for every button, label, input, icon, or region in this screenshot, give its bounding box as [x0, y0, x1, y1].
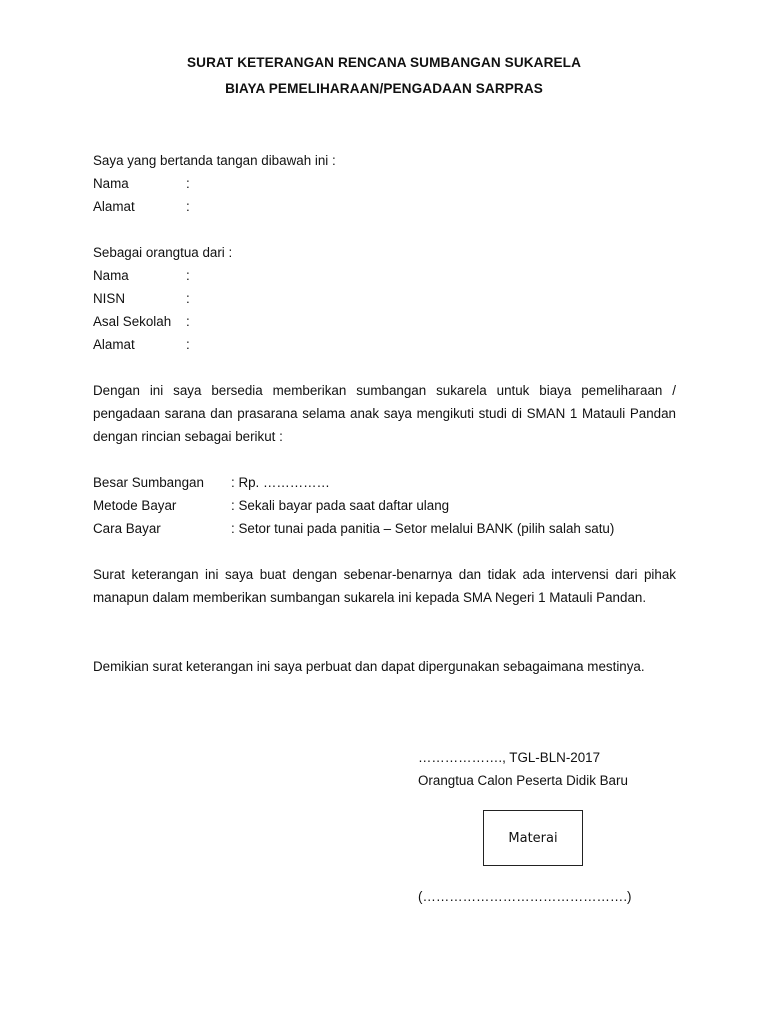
- stamp-label: Materai: [508, 830, 558, 846]
- detail-label: Besar Sumbangan: [93, 475, 204, 490]
- field-colon: :: [186, 337, 190, 352]
- field-colon: :: [186, 291, 190, 306]
- stamp-box: [483, 810, 583, 866]
- field-colon: :: [186, 314, 190, 329]
- detail-value: : Sekali bayar pada saat daftar ulang: [231, 498, 450, 513]
- signature-name-blank: (……………………………………….): [418, 889, 632, 904]
- detail-value: : Setor tunai pada panitia – Setor melalui BANK (pilih salah satu): [231, 521, 615, 536]
- document-title: SURAT KETERANGAN RENCANA SUMBANGAN SUKARELA: [187, 55, 581, 70]
- field-colon: :: [186, 176, 190, 191]
- field-label: NISN: [93, 291, 125, 306]
- statement-paragraph: Surat keterangan ini saya buat dengan sebenar-benarnya dan tidak ada intervensi dari pihak manapun dalam memberikan sumbangan sukarela ini kepada SMA Negeri 1 Matauli Pandan.: [93, 567, 676, 605]
- document-subtitle: BIAYA PEMELIHARAAN/PENGADAAN SARPRAS: [225, 81, 543, 96]
- signature-role: Orangtua Calon Peserta Didik Baru: [418, 773, 628, 788]
- field-label: Nama: [93, 176, 129, 191]
- commitment-paragraph: Dengan ini saya bersedia memberikan sumbangan sukarela untuk biaya pemeliharaan / pengadaan sarana dan prasarana selama anak saya mengikuti studi di SMAN 1 Matauli Pandan dengan rincian sebagai berikut :: [93, 383, 676, 444]
- parent-of-text: Sebagai orangtua dari :: [93, 245, 233, 260]
- detail-label: Cara Bayar: [93, 521, 161, 536]
- field-colon: :: [186, 199, 190, 214]
- field-label: Alamat: [93, 199, 135, 214]
- detail-value: : Rp. ……………: [231, 475, 330, 490]
- field-label: Alamat: [93, 337, 135, 352]
- detail-label: Metode Bayar: [93, 498, 177, 513]
- intro-text: Saya yang bertanda tangan dibawah ini :: [93, 153, 336, 168]
- field-colon: :: [186, 268, 190, 283]
- field-label: Nama: [93, 268, 129, 283]
- signature-place-date: ………………., TGL-BLN-2017: [418, 750, 601, 765]
- closing-paragraph: Demikian surat keterangan ini saya perbuat dan dapat dipergunakan sebagaimana mestinya.: [93, 659, 645, 674]
- field-label: Asal Sekolah: [93, 314, 172, 329]
